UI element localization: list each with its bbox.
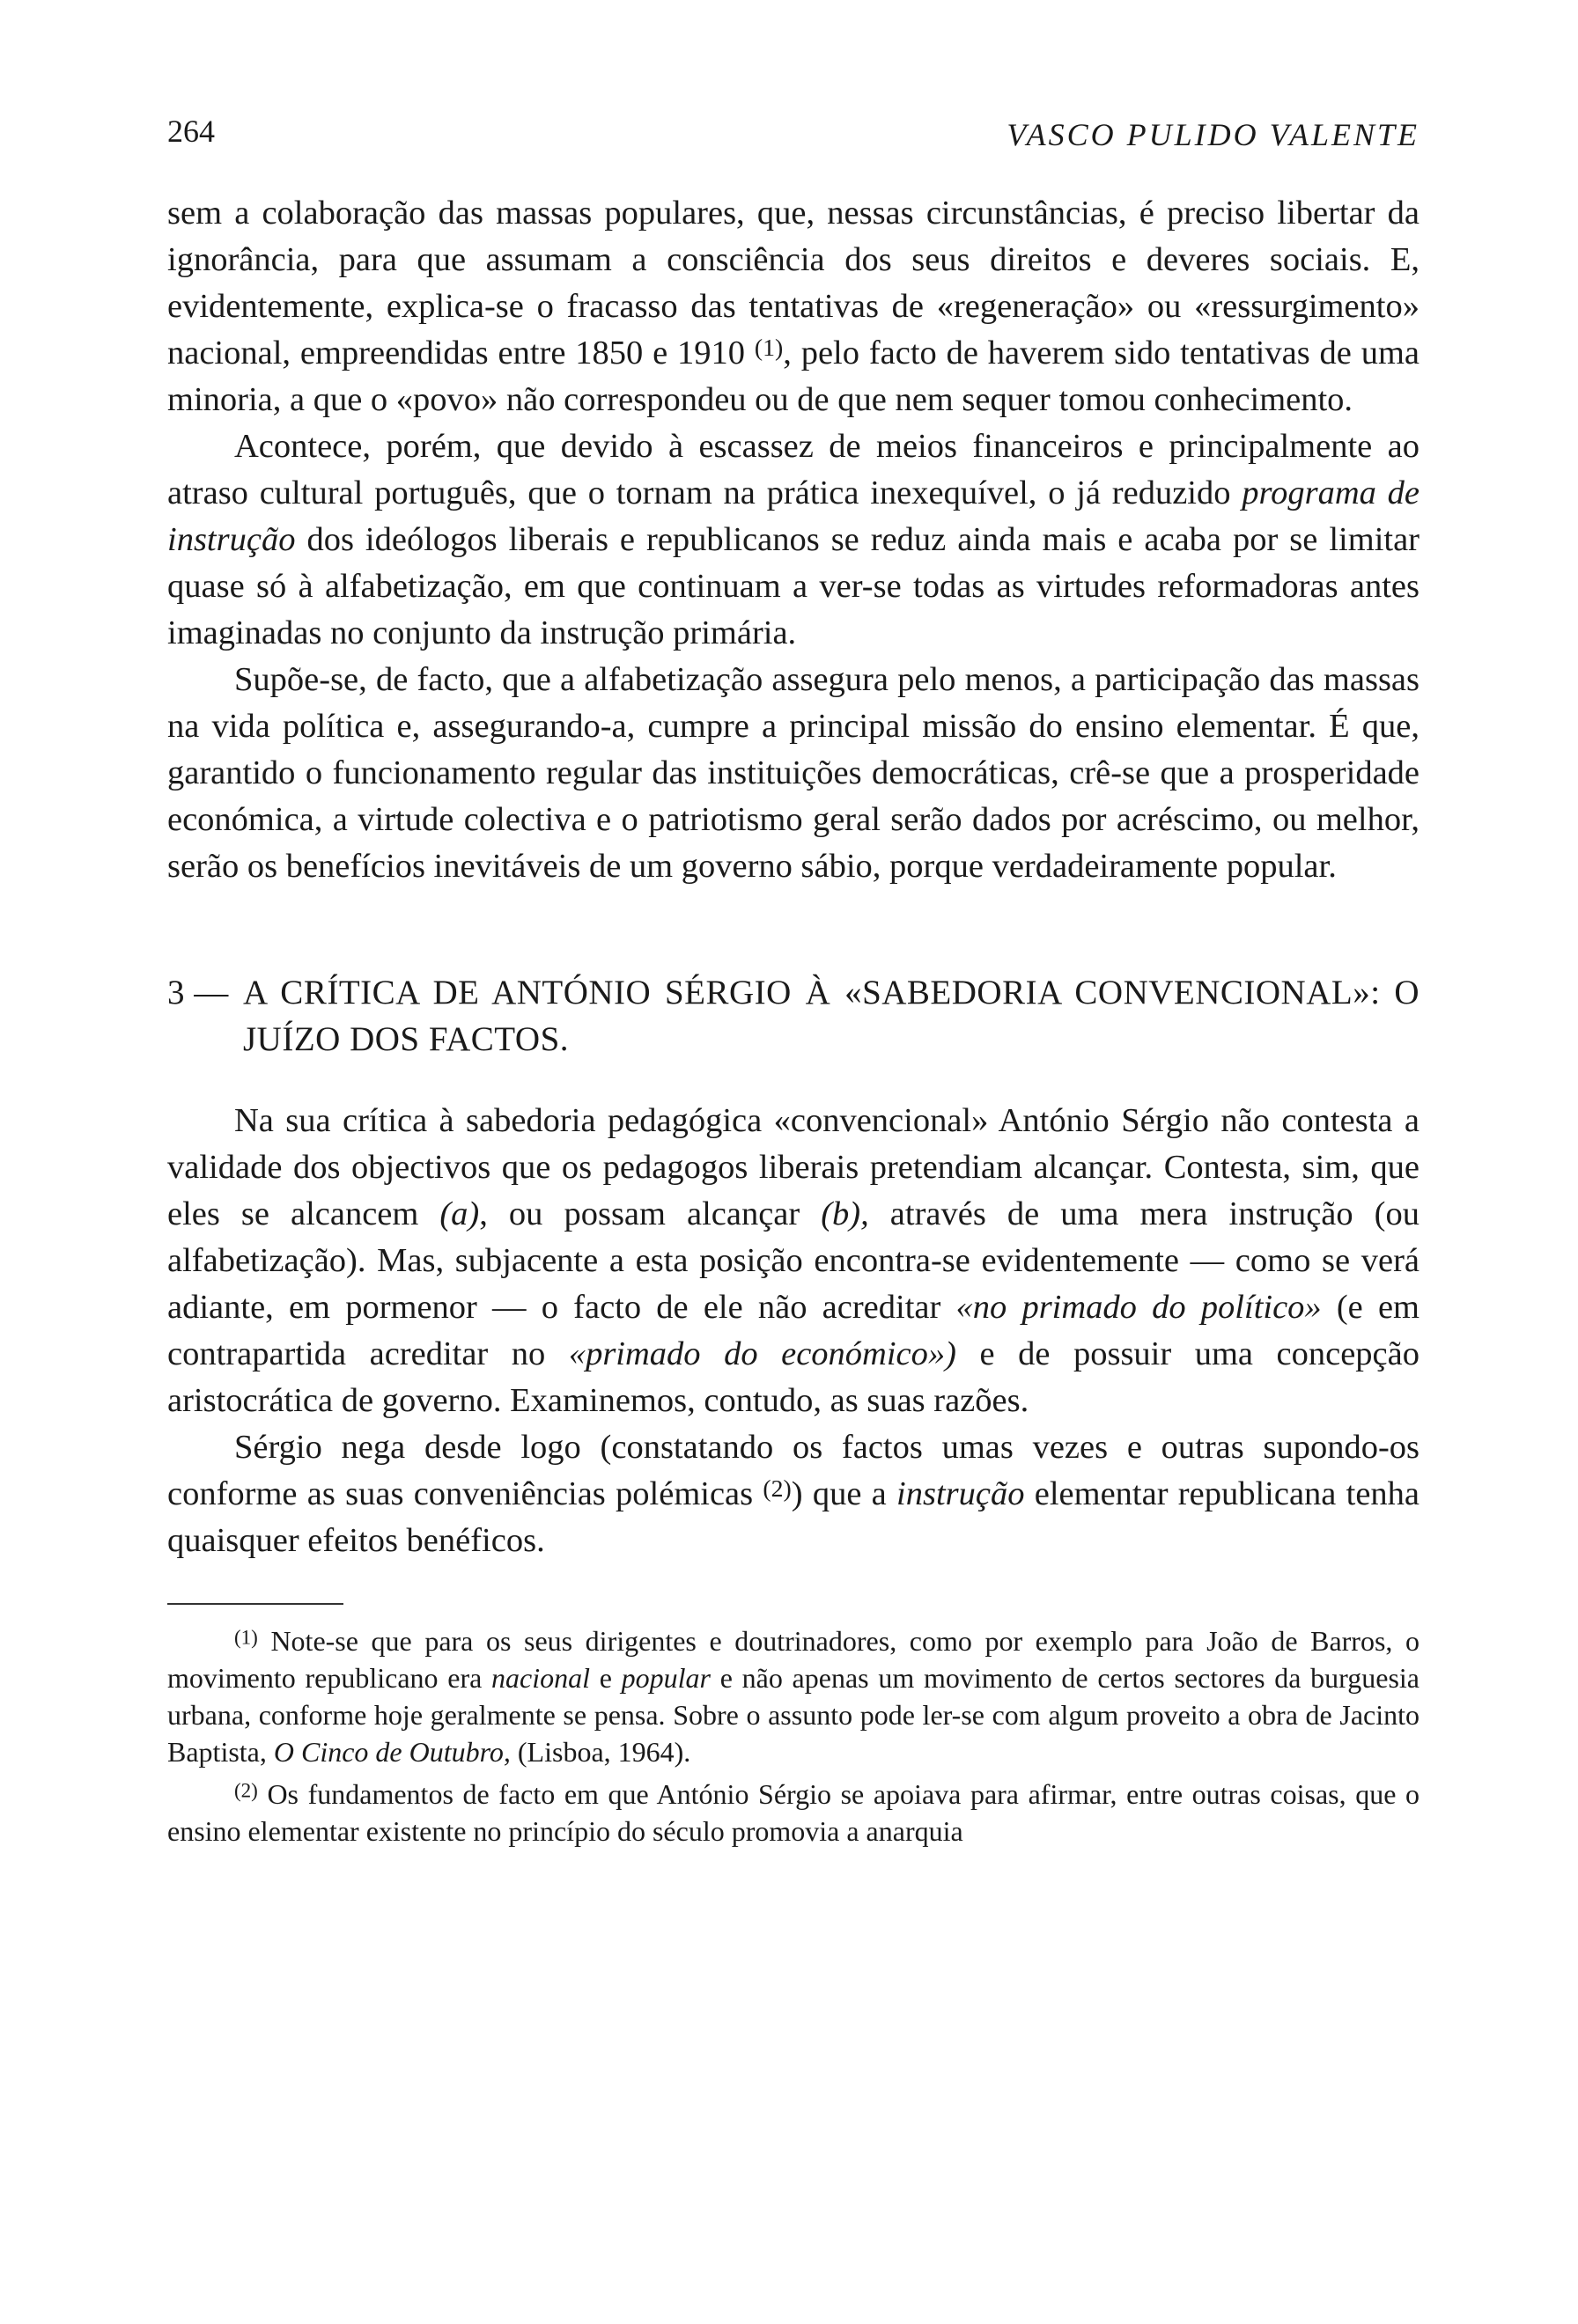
page (167, 104, 1419, 1855)
text-run: e (590, 1662, 622, 1694)
text-run: ) que a (791, 1475, 897, 1512)
text-run: sem a colaboração das massas populares, que, nessas circunstâncias, é preciso libertar da ignorância, para que assumam a consciência dos seus direitos e deveres sociais. E, evidentemente, explica-se o fracasso das tentativas de «regeneração» ou «ressurgimento» nacional, empreendidas entre 1850 e 1910 (167, 195, 1419, 371)
section-number: 3 — (167, 974, 229, 1011)
italic-text: nacional (491, 1662, 591, 1694)
italic-text: programa de instrução (167, 474, 1419, 558)
italic-text: «primado do económico») (568, 1335, 956, 1372)
paragraph (167, 423, 1419, 657)
running-header (167, 104, 1419, 157)
text-run: , pelo facto de haverem sido tentativas de uma minoria, a que o «povo» não correspondeu ou de que nem sequer tomou conhecimento. (167, 335, 1419, 418)
text-run: através de uma mera instrução (ou alfabetização). Mas, subjacente a esta posição encontra-se evidentemente — como se verá adiante, em pormenor — o facto de ele não acreditar (167, 1195, 1419, 1326)
footnote-reference: (1) (754, 334, 784, 362)
text-run: e de possuir uma concepção aristocrática de governo. Examinemos, contudo, as suas razões. (167, 1335, 1419, 1419)
page-number: 264 (167, 114, 215, 149)
text-run: Note-se que para os seus dirigentes e doutrinadores, como por exemplo para João de Barros, o movimento republicano era (167, 1625, 1419, 1694)
italic-text: (a) (439, 1195, 480, 1232)
italic-text: O Cinco de Outubro, (273, 1736, 511, 1768)
footnote-reference: (1) (234, 1625, 258, 1649)
paragraph (167, 1424, 1419, 1564)
text-run: (e em contrapartida acreditar no (167, 1289, 1419, 1372)
paragraph (167, 1098, 1419, 1424)
text-run: e não apenas um movimento de certos sectores da burguesia urbana, conforme hoje geralmente se pensa. Sobre o assunto pode ler-se com algum proveito a obra de Jacinto Baptista, (167, 1662, 1420, 1768)
footnotes (167, 1622, 1419, 1850)
italic-text: «no primado do político» (955, 1289, 1322, 1326)
text-run: elementar republicana tenha quaisquer efeitos benéficos. (167, 1475, 1420, 1559)
text-run: (Lisboa, 1964). (510, 1736, 691, 1768)
text-run: Supõe-se, de facto, que a alfabetização assegura pelo menos, a participação das massas na vida política e, assegurando-a, cumpre a principal missão do ensino elementar. É que, garantido o funcionamento regular das instituições democráticas, crê-se que a prosperidade económica, a virtude colectiva e o patriotismo geral serão dados por acréscimo, ou melhor, serão os benefícios inevitáveis de um governo sábio, porque verdadeiramente popular. (167, 661, 1419, 885)
body-text (167, 190, 1419, 1564)
text-run: , ou possam alcançar (479, 1195, 822, 1232)
text-run: Na sua crítica à sabedoria pedagógica «convencional» António Sérgio não contesta a validade dos objectivos que os pedagogos liberais pretendiam alcançar. Contesta, sim, que eles se alcancem (167, 1102, 1419, 1232)
italic-text: instrução (896, 1475, 1025, 1512)
text-run: dos ideólogos liberais e republicanos se reduz ainda mais e acaba por se limitar quase só à alfabetização, em que continuam a ver-se todas as virtudes reformadoras antes imaginadas no conjunto da instrução primária. (167, 521, 1419, 651)
text-run: Sérgio nega desde logo (constatando os factos umas vezes e outras supondo-os conforme as suas conveniências polémicas (167, 1429, 1419, 1512)
footnote-reference: (2) (234, 1778, 258, 1802)
running-head-author: VASCO PULIDO VALENTE (1007, 117, 1419, 152)
italic-text: (b), (821, 1195, 869, 1232)
footnote (167, 1776, 1419, 1850)
text-run: Os fundamentos de facto em que António Sérgio se apoiava para afirmar, entre outras coisas, que o ensino elementar existente no princípio do século promovia a anarquia (167, 1778, 1419, 1847)
footnote (167, 1622, 1419, 1770)
paragraph (167, 190, 1419, 423)
italic-text: popular (621, 1662, 711, 1694)
paragraph (167, 657, 1419, 890)
text-run: Acontece, porém, que devido à escassez de meios financeiros e principalmente ao atraso cultural português, que o tornam na prática inexequível, o já reduzido (167, 428, 1419, 511)
footnote-reference: (2) (763, 1475, 792, 1503)
footnote-rule (167, 1603, 343, 1605)
section-title: A CRÍTICA DE ANTÓNIO SÉRGIO À «SABEDORIA CONVENCIONAL»: O JUÍZO DOS FACTOS. (243, 974, 1419, 1058)
section-heading (167, 969, 1419, 1063)
